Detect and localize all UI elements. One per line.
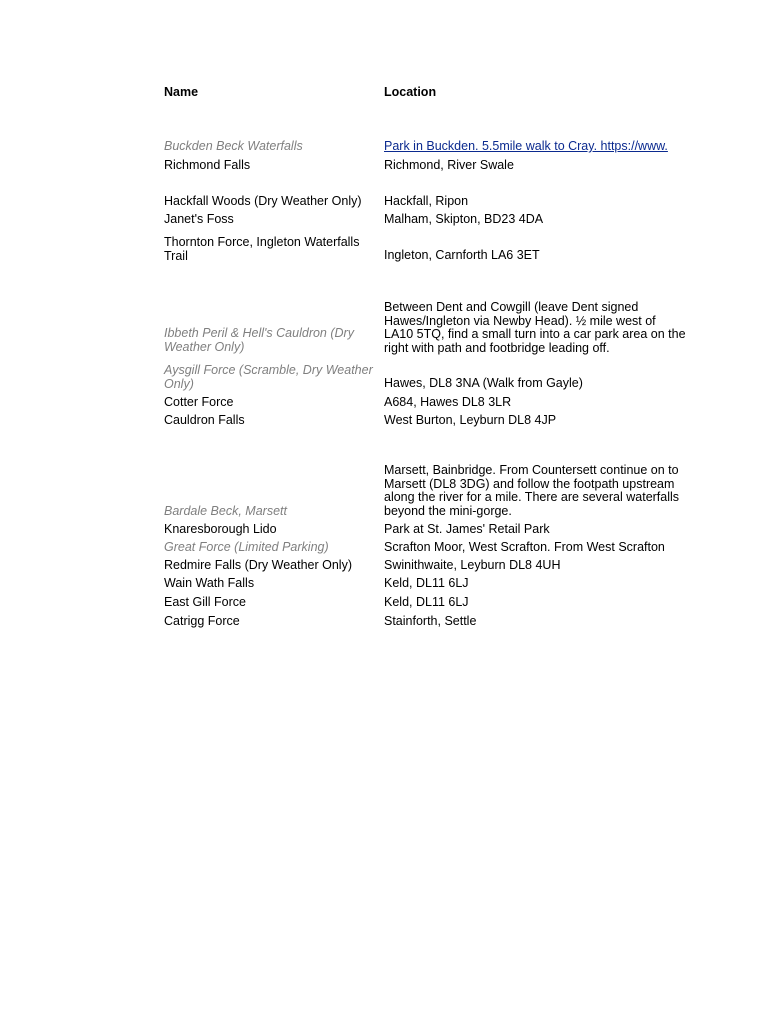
- row-name: Catrigg Force: [164, 614, 240, 628]
- row-location: Swinithwaite, Leyburn DL8 4UH: [384, 558, 561, 572]
- row-name: Thornton Force, Ingleton Waterfalls Trail: [164, 235, 360, 263]
- row-location: Scrafton Moor, West Scrafton. From West Scrafton: [384, 540, 665, 554]
- row-location-link[interactable]: Park in Buckden. 5.5mile walk to Cray. https://www.: [384, 140, 668, 153]
- row-name: Aysgill Force (Scramble, Dry Weather Only): [164, 363, 373, 391]
- row-name: Ibbeth Peril & Hell's Cauldron (Dry Weather Only): [164, 326, 354, 354]
- row-location: Richmond, River Swale: [384, 158, 514, 172]
- row-location: Stainforth, Settle: [384, 614, 477, 628]
- row-name: Great Force (Limited Parking): [164, 540, 329, 554]
- header-location: Location: [384, 85, 437, 99]
- row-name: Cauldron Falls: [164, 413, 245, 427]
- row-location: Malham, Skipton, BD23 4DA: [384, 212, 544, 226]
- header-name: Name: [164, 85, 199, 99]
- row-location: Keld, DL11 6LJ: [384, 595, 469, 609]
- row-name: Janet's Foss: [164, 212, 234, 226]
- row-name: Knaresborough Lido: [164, 522, 277, 536]
- row-name: Hackfall Woods (Dry Weather Only): [164, 194, 362, 208]
- row-location: Between Dent and Cowgill (leave Dent signed Hawes/Ingleton via Newby Head). ½ mile west of LA10 5TQ, find a small turn into a car park area on the right with path and footbridge leading off.: [384, 300, 686, 355]
- row-name: Cotter Force: [164, 395, 234, 409]
- row-location: Park at St. James' Retail Park: [384, 522, 550, 536]
- row-name: Buckden Beck Waterfalls: [164, 139, 303, 153]
- row-name: Wain Wath Falls: [164, 576, 255, 590]
- row-name: Bardale Beck, Marsett: [164, 504, 287, 518]
- row-name: Richmond Falls: [164, 158, 251, 172]
- row-location: Keld, DL11 6LJ: [384, 576, 469, 590]
- row-location: Marsett, Bainbridge. From Countersett continue on to Marsett (DL8 3DG) and follow the footpath upstream along the river for a mile. There are several waterfalls beyond the mini-gorge.: [384, 463, 680, 518]
- row-name: Redmire Falls (Dry Weather Only): [164, 558, 353, 572]
- row-location: West Burton, Leyburn DL8 4JP: [384, 413, 557, 427]
- row-name: East Gill Force: [164, 595, 246, 609]
- row-location: Ingleton, Carnforth LA6 3ET: [384, 248, 540, 262]
- row-location: A684, Hawes DL8 3LR: [384, 395, 512, 409]
- row-location: Hackfall, Ripon: [384, 194, 469, 208]
- row-location: Hawes, DL8 3NA (Walk from Gayle): [384, 376, 583, 390]
